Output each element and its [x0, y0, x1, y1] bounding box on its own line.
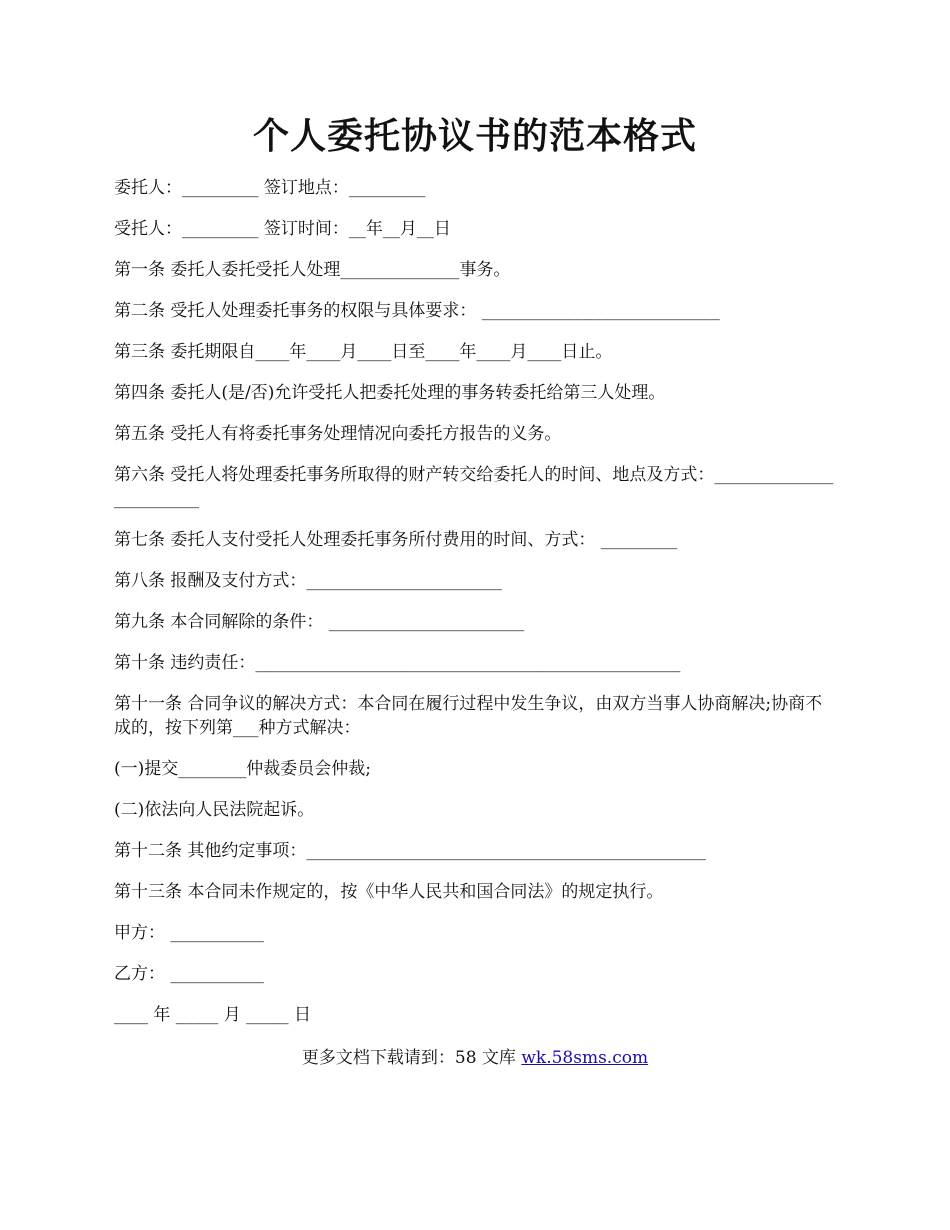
- footer-link[interactable]: wk.58sms.com: [521, 1048, 649, 1068]
- clause-13: 第十三条 本合同未作规定的，按《中华人民共和国合同法》的规定执行。: [114, 882, 664, 902]
- paragraph-agent: 受托人：_________ 签订时间：__年__月__日: [114, 219, 451, 239]
- paragraph-principal: 委托人：_________ 签订地点：_________: [114, 178, 426, 198]
- clause-6: 第六条 受托人将处理委托事务所取得的财产转交给委托人的时间、地点及方式：________________________: [114, 465, 834, 509]
- clause-5: 第五条 受托人有将委托事务处理情况向委托方报告的义务。: [114, 424, 562, 444]
- document-body: [114, 176, 836, 1044]
- document-title: 个人委托协议书的范本格式: [252, 115, 697, 157]
- clause-11-option-2: (二)依法向人民法院起诉。: [114, 800, 315, 820]
- signing-date: ____ 年 _____ 月 _____ 日: [114, 1005, 312, 1025]
- clause-2: 第二条 受托人处理委托事务的权限与具体要求： ____________________________: [114, 301, 720, 321]
- clause-10: 第十条 违约责任：__________________________________________________: [114, 653, 681, 673]
- clause-8: 第八条 报酬及支付方式：_______________________: [114, 571, 502, 591]
- clause-12: 第十二条 其他约定事项：_______________________________________________: [114, 841, 706, 861]
- party-a-signature: 甲方： ___________: [114, 923, 264, 943]
- clause-7: 第七条 委托人支付受托人处理委托事务所付费用的时间、方式： _________: [114, 530, 678, 550]
- footer-text: 更多文档下载请到：58 文库: [301, 1048, 522, 1068]
- footer: [0, 1046, 950, 1070]
- clause-1: 第一条 委托人委托受托人处理______________事务。: [114, 260, 511, 280]
- clause-11-option-1: (一)提交________仲裁委员会仲裁;: [114, 759, 371, 779]
- clause-3: 第三条 委托期限自____年____月____日至____年____月____日止。: [114, 342, 613, 362]
- clause-9: 第九条 本合同解除的条件： _______________________: [114, 612, 525, 632]
- clause-4: 第四条 委托人(是/否)允许受托人把委托处理的事务转委托给第三人处理。: [114, 383, 666, 403]
- party-b-signature: 乙方： ___________: [114, 964, 264, 984]
- clause-11: 第十一条 合同争议的解决方式：本合同在履行过程中发生争议，由双方当事人协商解决;协商不成的，按下列第___种方式解决：: [114, 694, 823, 738]
